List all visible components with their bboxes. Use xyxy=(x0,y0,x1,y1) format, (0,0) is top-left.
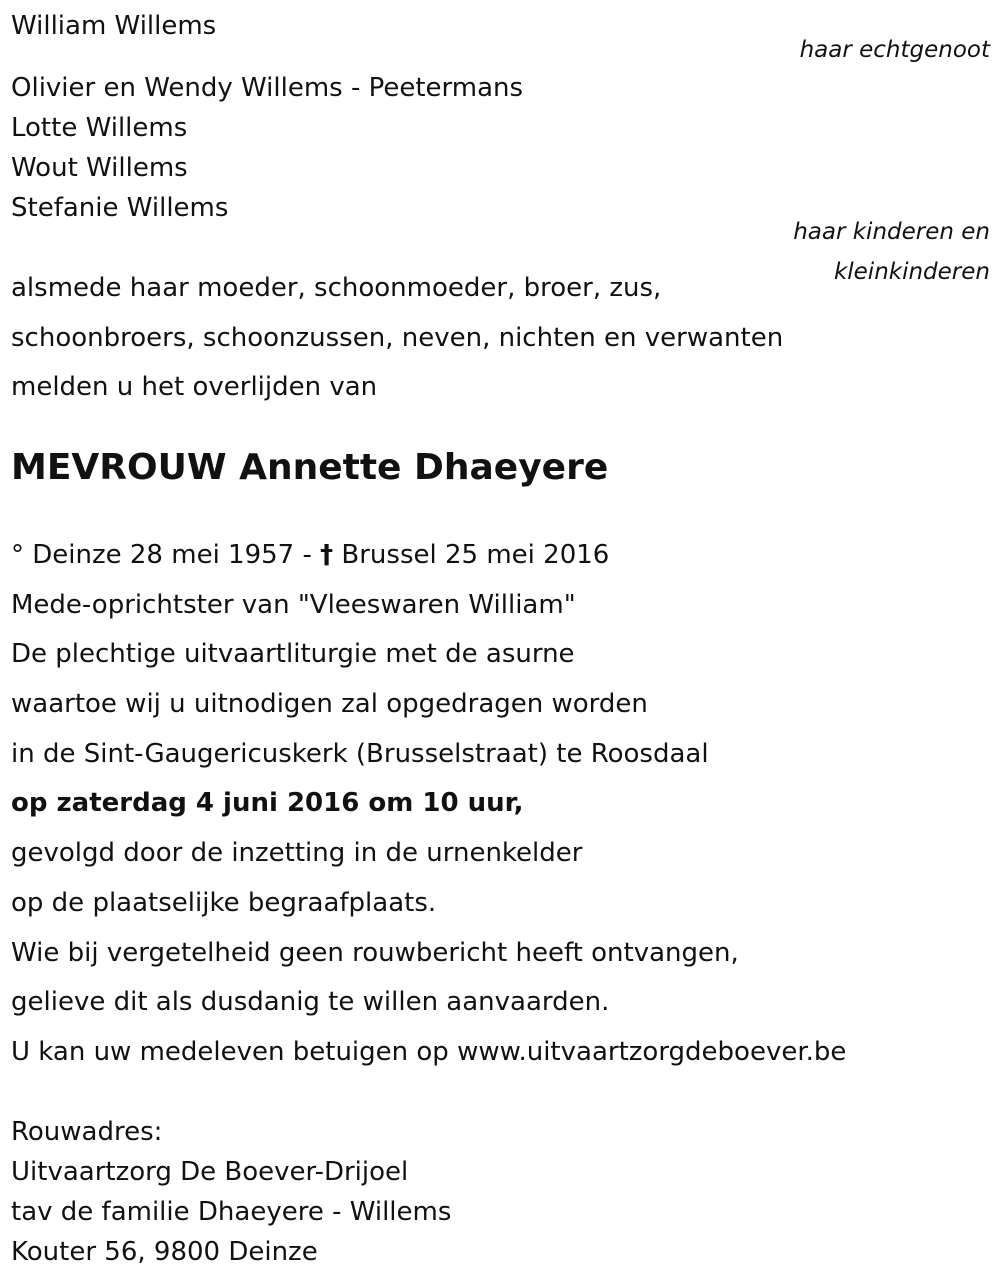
detail-line: De plechtige uitvaartliturgie met de asurne xyxy=(11,639,575,670)
announcement xyxy=(11,264,783,413)
children-relation-line1: haar kinderen en xyxy=(793,219,990,245)
child-name: Olivier en Wendy Willems - Peetermans xyxy=(11,73,524,103)
spouse-relation: haar echtgenoot xyxy=(799,37,990,63)
detail-line: Wie bij vergetelheid geen rouwbericht heeft ontvangen, xyxy=(11,937,739,968)
life-dates xyxy=(11,531,846,581)
details xyxy=(11,531,846,1078)
death-info: Brussel 25 mei 2016 xyxy=(341,540,610,570)
child-name: Wout Willems xyxy=(11,153,188,183)
ceremony-date: op zaterdag 4 juni 2016 om 10 uur, xyxy=(11,788,524,819)
detail-line: gevolgd door de inzetting in de urnenkelder xyxy=(11,838,583,869)
announcement-line: schoonbroers, schoonzussen, neven, nichten en verwanten xyxy=(11,322,784,353)
address-label: Rouwadres: xyxy=(11,1117,163,1147)
birth-info: ° Deinze 28 mei 1957 - xyxy=(11,540,312,570)
deceased-name: MEVROUW Annette Dhaeyere xyxy=(11,447,609,488)
address-line: tav de familie Dhaeyere - Willems xyxy=(11,1197,452,1227)
detail-line: op de plaatselijke begraafplaats. xyxy=(11,887,437,918)
detail-line: gelieve dit als dusdanig te willen aanvaarden. xyxy=(11,987,610,1018)
detail-line: in de Sint-Gaugericuskerk (Brusselstraat) te Roosdaal xyxy=(11,738,709,769)
child-name: Lotte Willems xyxy=(11,113,188,143)
announcement-line: melden u het overlijden van xyxy=(11,372,378,403)
condolence-line: U kan uw medeleven betuigen op www.uitvaartzorgdeboever.be xyxy=(11,1036,847,1067)
children-relation-line2: kleinkinderen xyxy=(833,259,990,285)
announcement-line: alsmede haar moeder, schoonmoeder, broer, zus, xyxy=(11,273,662,303)
child-name: Stefanie Willems xyxy=(11,193,229,223)
cross-icon: † xyxy=(320,540,334,570)
detail-line: Mede-oprichtster van "Vleeswaren William" xyxy=(11,589,576,620)
address-line: Kouter 56, 9800 Deinze xyxy=(11,1237,318,1267)
detail-line: waartoe wij u uitnodigen zal opgedragen worden xyxy=(11,689,648,720)
address-line: Uitvaartzorg De Boever-Drijoel xyxy=(11,1157,409,1187)
spouse-name: William Willems xyxy=(11,11,217,41)
